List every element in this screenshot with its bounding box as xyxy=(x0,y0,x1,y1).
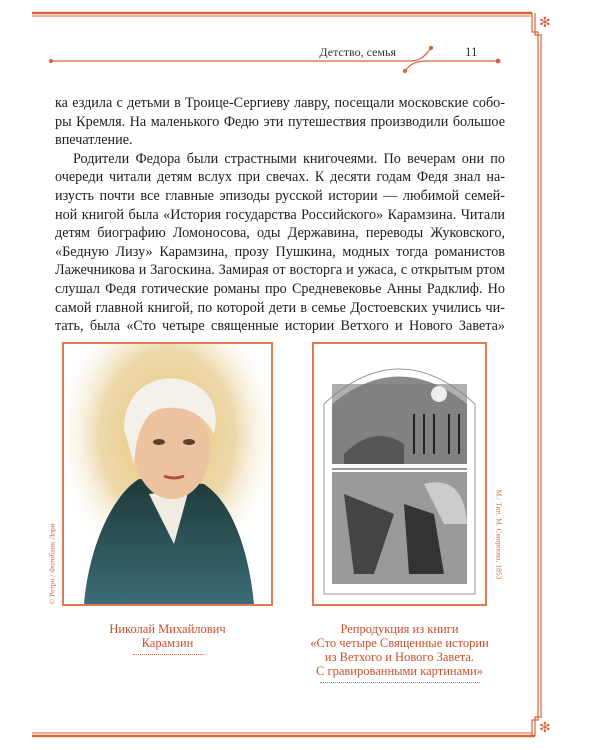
text-line: ры Кремля. На маленького Федю эти путешествия производили большое xyxy=(55,113,505,130)
caption-line: «Сто четыре Священные истории xyxy=(310,636,489,650)
corner-ornament-top-icon xyxy=(539,15,551,31)
caption-divider xyxy=(133,654,203,655)
text-line: ной книгой была «История государства Российского» Карамзина. Читали xyxy=(55,206,505,223)
figure-caption-karamzin xyxy=(62,622,273,655)
karamzin-portrait xyxy=(62,342,273,606)
text-line: детям биографию Ломоносова, оды Державина, переводы Жуковского, xyxy=(55,225,505,242)
text-line: изусть почти все главные эпизоды русской истории — любимой семей- xyxy=(55,187,505,204)
caption-divider xyxy=(320,682,480,683)
text-line: самой главной книгой, по которой дети в семье Достоевских учились чи- xyxy=(55,299,505,316)
text-line: Родители Федора были страстными книгочеями. По вечерам они по xyxy=(73,150,505,167)
caption-line: Николай Михайлович xyxy=(109,622,226,636)
photo-credit-right: М.: Тип. М. Смирнова, 1853 xyxy=(494,489,504,580)
engraving-reproduction xyxy=(312,342,487,606)
text-line: тать, была «Сто четыре священные истории Ветхого и Нового Завета» xyxy=(55,318,505,335)
text-line: «Бедную Лизу» Карамзина, прозу Пушкина, модных тогда романистов xyxy=(55,243,505,260)
body-text xyxy=(55,94,505,336)
caption-line: Карамзин xyxy=(141,636,194,650)
photo-credit-left: © Ретро / Фотобанк Лори xyxy=(47,523,57,605)
text-line: впечатление. xyxy=(55,132,133,149)
svg-text:✻: ✻ xyxy=(539,15,551,31)
running-header-title: Детство, семья xyxy=(319,45,396,59)
svg-text:✻: ✻ xyxy=(539,720,551,736)
header-rule xyxy=(50,47,500,73)
text-line: ка ездила с детьми в Троице-Сергиеву лавру, посещали московские собо- xyxy=(55,95,505,111)
caption-line: из Ветхого и Нового Завета. xyxy=(324,650,475,664)
corner-ornament-bottom-icon xyxy=(539,720,551,736)
page-number: 11 xyxy=(465,44,478,59)
caption-line: С гравированными картинами» xyxy=(315,664,484,678)
caption-line: Репродукция из книги xyxy=(340,622,459,636)
text-line: очереди читали детям вслух при свечах. К десяти годам Федя знал на- xyxy=(55,169,505,186)
figure-caption-engraving xyxy=(302,622,497,683)
text-line: слушал Федя готические романы про Средневековье Анны Радклиф. Но xyxy=(55,280,505,297)
text-line: Лажечникова и Загоскина. Замирая от восторга и ужаса, с открытым ртом xyxy=(55,262,505,279)
